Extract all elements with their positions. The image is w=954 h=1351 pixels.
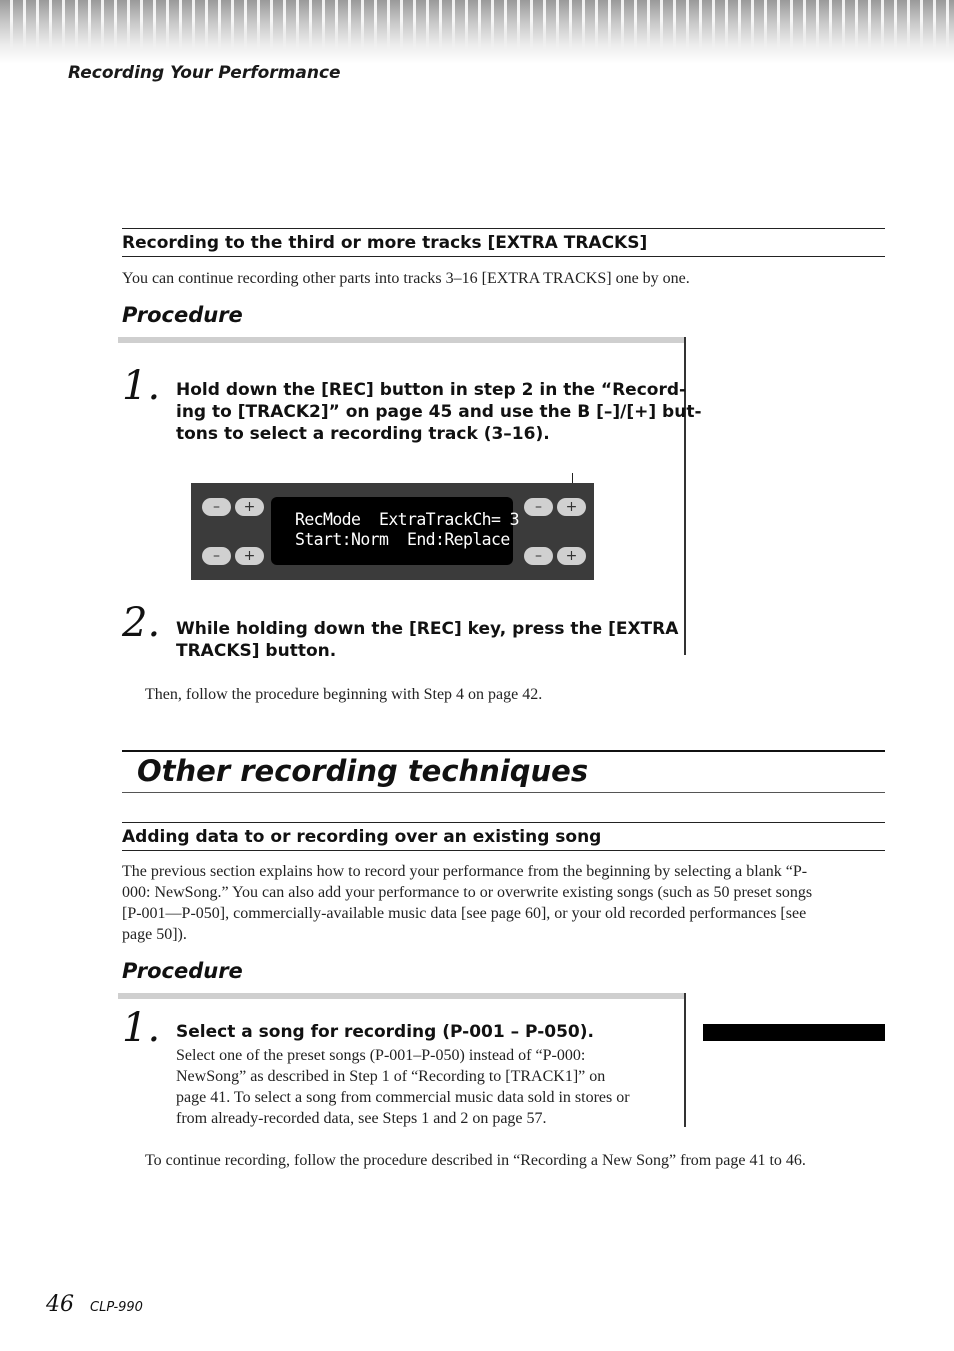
detail-line: from already-recorded data, see Steps 1 and 2 on page 57. — [176, 1110, 547, 1127]
piano-keys-graphic — [0, 0, 954, 52]
detail-line: Select one of the preset songs (P-001–P-050) instead of “P-000: — [176, 1047, 586, 1064]
extra-tracks-heading: Recording to the third or more tracks [EXTRA TRACKS] — [122, 228, 885, 257]
step-3-number: 1. — [122, 1005, 161, 1051]
c-minus-button: – — [202, 547, 231, 565]
paragraph-line: 000: NewSong.” You can also add your performance to or overwrite existing songs (such as 50 preset songs — [122, 884, 813, 901]
procedure-bar-2 — [118, 993, 685, 999]
procedure-title-1: Procedure — [122, 303, 243, 327]
step-2-line: TRACKS] button. — [176, 641, 337, 661]
a-plus-button: + — [235, 498, 264, 516]
procedure-bar-1 — [118, 337, 685, 343]
section-title: Other recording techniques — [122, 750, 885, 793]
c-plus-button: + — [235, 547, 264, 565]
step-2-text — [176, 618, 678, 662]
detail-line: page 41. To select a song from commercial music data sold in stores or — [176, 1089, 630, 1106]
procedure-title-2: Procedure — [122, 959, 243, 983]
margin-black-bar — [703, 1024, 885, 1041]
step-1-text — [176, 379, 702, 445]
detail-line: NewSong” as described in Step 1 of “Recording to [TRACK1]” on — [176, 1068, 606, 1085]
d-plus-button: + — [557, 547, 586, 565]
step-2-number: 2. — [122, 600, 161, 646]
running-header: Recording Your Performance — [68, 63, 341, 83]
b-plus-button: + — [557, 498, 586, 516]
adding-data-paragraph — [122, 861, 885, 945]
extra-tracks-intro: You can continue recording other parts into tracks 3–16 [EXTRA TRACKS] one by one. — [122, 270, 690, 287]
d-minus-button: – — [524, 547, 553, 565]
step-3-detail — [176, 1045, 630, 1129]
paragraph-line: The previous section explains how to record your performance from the beginning by selecting a blank “P- — [122, 863, 808, 880]
a-button-pair — [202, 498, 264, 516]
extra-tracks-followup: Then, follow the procedure beginning with Step 4 on page 42. — [145, 686, 543, 703]
step-1-line: tons to select a recording track (3–16). — [176, 424, 550, 444]
b-minus-button: – — [524, 498, 553, 516]
step-3-title: Select a song for recording (P-001 – P-050). — [176, 1022, 594, 1042]
paragraph-line: [P-001—P-050], commercially-available music data [see page 60], or your old recorded performances [see — [122, 905, 807, 922]
step-1-number: 1. — [122, 363, 161, 409]
lcd-screen — [271, 497, 520, 565]
c-button-pair — [202, 547, 264, 565]
keyboard-header-band — [0, 0, 954, 64]
procedure-rule-2 — [684, 993, 686, 1127]
step-1-line: ing to [TRACK2]” on page 45 and use the B [–]/[+] but- — [176, 402, 702, 422]
lcd-panel-illustration — [191, 483, 594, 580]
lcd-line-2: Start:Norm End:Replace — [295, 530, 510, 549]
a-minus-button: – — [202, 498, 231, 516]
adding-data-heading: Adding data to or recording over an existing song — [122, 822, 885, 851]
d-button-pair — [524, 547, 586, 565]
other-followup: To continue recording, follow the procedure described in “Recording a New Song” from page 41 to 46. — [145, 1152, 806, 1169]
model-name: CLP-990 — [90, 1300, 143, 1315]
b-button-pair — [524, 498, 586, 516]
step-2-line: While holding down the [REC] key, press the [EXTRA — [176, 619, 679, 639]
paragraph-line: page 50]). — [122, 926, 187, 943]
lcd-line-1: RecMode ExtraTrackCh= 3 — [295, 510, 520, 529]
page-number: 46 — [46, 1292, 74, 1317]
step-1-line: Hold down the [REC] button in step 2 in the “Record- — [176, 380, 687, 400]
